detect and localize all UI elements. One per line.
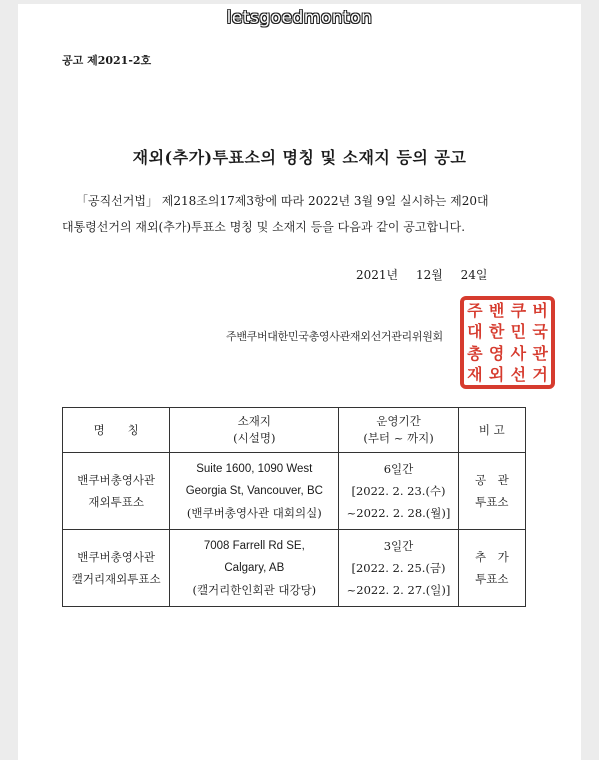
body-line-1: 「공직선거법」 제218조의17제3항에 따라 2022년 3월 9일 실시하는 제20대 (76, 194, 489, 208)
station-name: 밴쿠버총영사관 재외투표소 (63, 453, 170, 530)
station-location: 7008 Farrell Rd SE, Calgary, AB (캘거리한인회관 대강당) (170, 530, 339, 607)
table-header-row (63, 408, 526, 453)
table-row (63, 530, 526, 607)
notice-body (62, 188, 542, 240)
notice-date: 2021년 12월 24일 (356, 268, 488, 282)
header-location: 소재지 (시설명) (170, 408, 339, 453)
notice-number: 공고 제2021-2호 (62, 54, 152, 67)
header-period: 운영기간 (부터 ~ 까지) (339, 408, 458, 453)
station-location: Suite 1600, 1090 West Georgia St, Vancouver, BC (밴쿠버총영사관 대회의실) (170, 453, 339, 530)
polling-station-table (62, 407, 526, 607)
official-seal: 주 밴 쿠 버 대 한 민 국 총 영 사 관 재 외 선 거 (460, 296, 555, 389)
notice-title: 재외(추가)투표소의 명칭 및 소재지 등의 공고 (132, 148, 467, 167)
body-line-2: 대통령선거의 재외(추가)투표소 명칭 및 소재지 등을 다음과 같이 공고합니다. (62, 220, 466, 234)
table-row (63, 453, 526, 530)
header-name: 명 칭 (63, 408, 170, 453)
station-note: 추 가 투표소 (458, 530, 525, 607)
station-period: 3일간 [2022. 2. 25.(금) ~2022. 2. 27.(일)] (339, 530, 458, 607)
header-note: 비 고 (458, 408, 525, 453)
watermark: letsgoedmonton (226, 8, 373, 28)
issuer-name: 주밴쿠버대한민국총영사관재외선거관리위원회 (226, 330, 443, 343)
station-note: 공 관 투표소 (458, 453, 525, 530)
station-period: 6일간 [2022. 2. 23.(수) ~2022. 2. 28.(월)] (339, 453, 458, 530)
station-name: 밴쿠버총영사관 캘거리재외투표소 (63, 530, 170, 607)
